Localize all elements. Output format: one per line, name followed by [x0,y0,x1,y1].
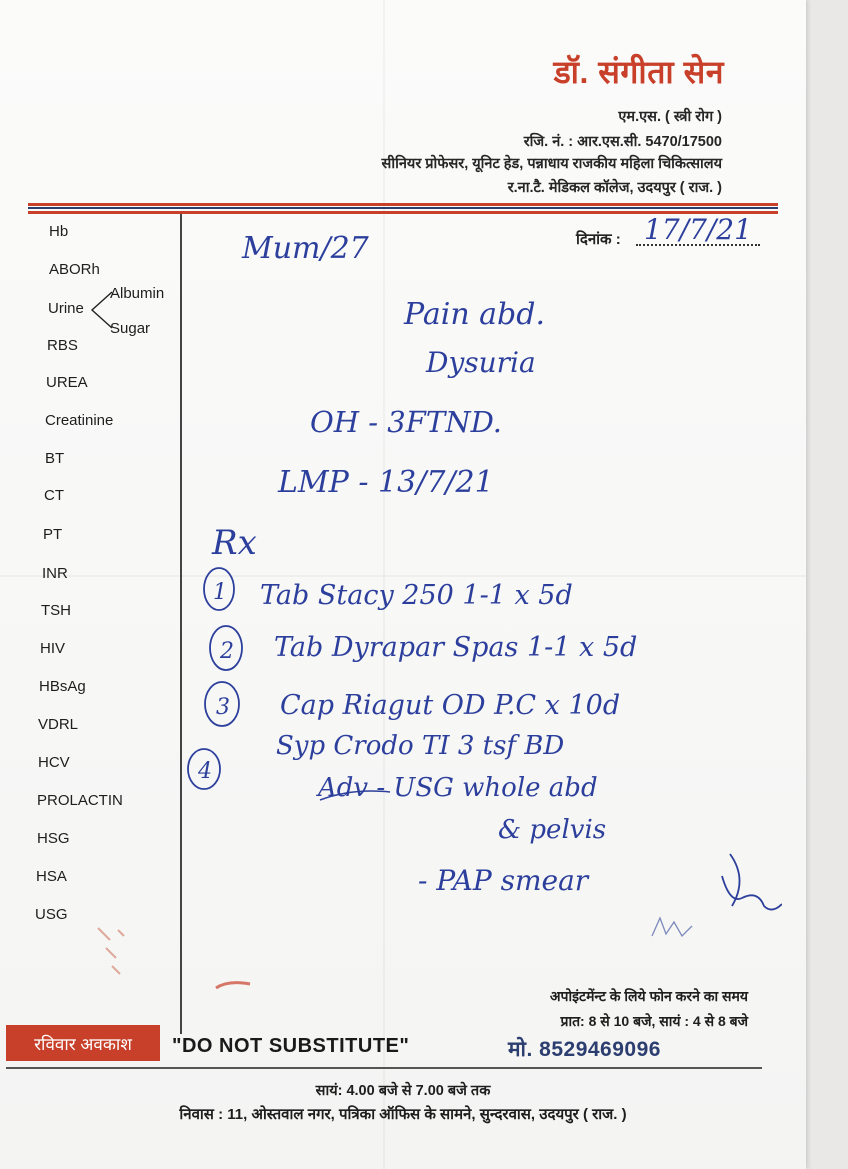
hw-advice-pelvis: & pelvis [498,815,607,845]
handwritten-prescription [182,214,782,944]
test-urea: UREA [46,374,88,391]
hw-obstetric-history: OH - 3FTND. [310,405,503,439]
hw-advice-pap-smear: - PAP smear [418,864,589,897]
phone-number: मो. 8529469096 [508,1038,661,1061]
hw-advice: Adv - USG whole abd [318,773,598,803]
hw-complaint-pain: Pain abd. [404,297,546,332]
registration-number: रजि. नं. : आर.एस.सी. 5470/17500 [523,134,722,150]
date-label: दिनांक : [576,231,621,248]
test-hb: Hb [49,223,69,240]
test-urine: Urine [48,300,84,317]
test-vdrl: VDRL [38,716,79,733]
hw-medicine-4: Syp Crodo TI 3 tsf BD [276,731,565,761]
evening-hours: सायं: 4.00 बजे से 7.00 बजे तक [315,1083,491,1099]
test-hcv: HCV [38,754,70,771]
test-aborh: ABORh [49,261,100,278]
ink-mark [88,918,138,978]
hw-lmp: LMP - 13/7/21 [278,465,494,500]
test-inr: INR [42,565,68,582]
hw-rx-symbol: Rx [212,523,257,563]
appointment-timing-line2: प्रात: 8 से 10 बजे, सायं : 4 से 8 बजे [560,1013,748,1029]
test-albumin: Albumin [110,285,165,302]
hw-item-number-2: 2 [220,639,234,664]
test-hsa: HSA [36,868,67,885]
hw-complaint-dysuria: Dysuria [426,346,536,379]
sunday-off-banner: रविवार अवकाश [6,1025,160,1061]
college-address: र.ना.टै. मेडिकल कॉलेज, उदयपुर ( राज. ) [507,180,722,196]
designation: सीनियर प्रोफेसर, यूनिट हेड, पन्नाधाय राजकीय महिला चिकित्सालय [381,156,722,172]
test-tsh: TSH [41,602,71,619]
doctor-signature [652,876,782,936]
test-hbsag: HBsAg [39,678,86,695]
hw-medicine-1: Tab Stacy 250 1-1 x 5d [260,580,573,611]
test-bt: BT [45,450,65,467]
residence-address: निवास : 11, ओस्तवाल नगर, पत्रिका ऑफिस के सामने, सुन्दरवास, उदयपुर ( राज. ) [179,1106,627,1123]
test-usg: USG [35,906,68,923]
do-not-substitute: "DO NOT SUBSTITUTE" [172,1035,410,1057]
hw-medicine-3: Cap Riagut OD P.C x 10d [280,690,621,721]
appointment-timing-line1: अपोइंटमेंन्ट के लिये फोन करने का समय [549,988,748,1004]
hw-item-number-3: 3 [216,695,230,720]
test-hiv: HIV [40,640,66,657]
test-rbs: RBS [47,337,78,354]
footer-divider [6,1067,762,1069]
hw-item-number-1: 1 [213,580,227,605]
test-creatinine: Creatinine [45,412,114,429]
test-sugar: Sugar [110,320,151,337]
hw-item-number-4: 4 [198,759,212,784]
hw-patient-age: Mum/27 [242,231,369,266]
date-value-text: 17/7/21 [644,213,752,246]
test-list [0,0,180,1030]
doctor-name: डॉ. संगीता सेन [553,54,724,90]
test-pt: PT [43,526,63,543]
ink-smudge [214,976,254,994]
hw-medicine-2: Tab Dyrapar Spas 1-1 x 5d [274,632,638,663]
test-ct: CT [44,487,64,504]
test-hsg: HSG [37,830,70,847]
qualification: एम.एस. ( स्त्री रोग ) [618,109,722,125]
test-prolactin: PROLACTIN [37,792,123,809]
